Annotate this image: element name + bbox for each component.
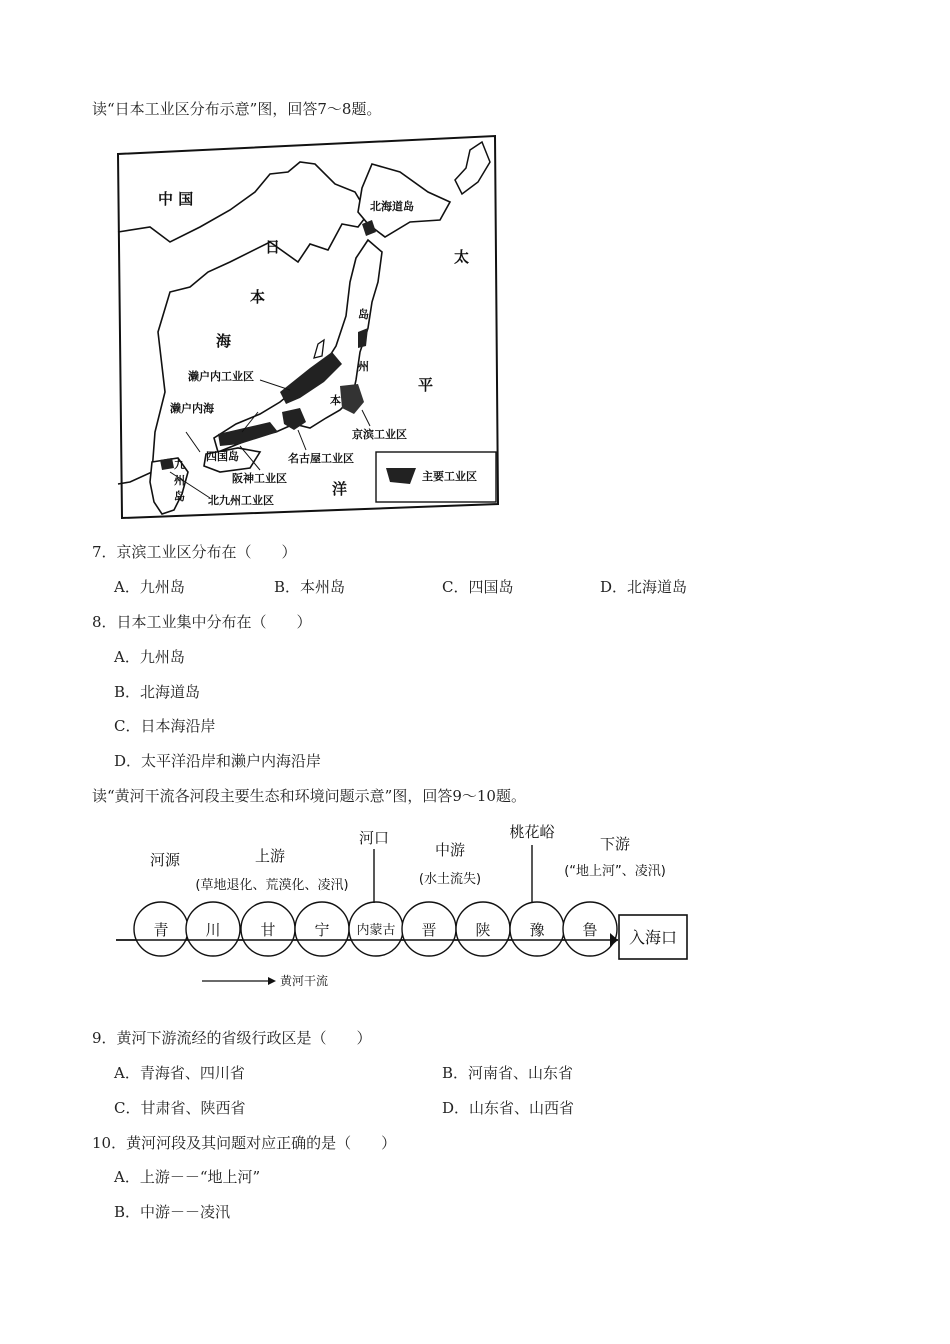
- intro-yellow-river: 读“黄河干流各河段主要生态和环境问题示意”图，回答9～10题。: [92, 787, 526, 805]
- q7-stem: 7．京滨工业区分布在（ ）: [92, 543, 297, 561]
- q9-stem: 9．黄河下游流经的省级行政区是（ ）: [92, 1029, 372, 1047]
- q10-stem: 10．黄河河段及其问题对应正确的是（ ）: [92, 1134, 397, 1152]
- label-pac-yang: 洋: [332, 480, 348, 498]
- label-source: 河源: [149, 851, 181, 869]
- q8-stem: 8．日本工业集中分布在（ ）: [92, 613, 312, 631]
- label-upper-issues: (草地退化、荒漠化、凌汛): [195, 878, 349, 893]
- label-honshu-dao: 岛: [358, 308, 369, 321]
- yellow-river-diagram: [110, 815, 700, 1000]
- province-gan: 甘: [260, 921, 276, 939]
- label-pac-tai: 太: [454, 248, 470, 266]
- q9-option-d[interactable]: D．山东省、山西省: [442, 1099, 575, 1117]
- label-lower: 下游: [599, 835, 631, 853]
- japan-industrial-map: [110, 132, 505, 524]
- label-setouchi-zone: 濑户内工业区: [188, 370, 254, 383]
- label-kitakyushu: 北九州工业区: [208, 494, 274, 507]
- label-middle-issues: (水土流失): [418, 872, 482, 887]
- label-china: 中 国: [158, 190, 194, 208]
- label-middle: 中游: [434, 841, 466, 859]
- label-kyushu-2: 州: [174, 474, 185, 487]
- q7-option-d[interactable]: D．北海道岛: [600, 578, 688, 596]
- q10-option-b[interactable]: B．中游－－凌汛: [114, 1203, 231, 1221]
- province-chuan: 川: [205, 921, 221, 939]
- label-legend: 主要工业区: [422, 470, 477, 483]
- label-honshu-ben: 本: [330, 394, 341, 407]
- label-pac-ping: 平: [418, 376, 434, 394]
- label-hokkaido: 北海道岛: [370, 200, 414, 213]
- q7-option-c[interactable]: C．四国岛: [442, 578, 514, 596]
- label-setouchi-sea: 濑户内海: [170, 402, 214, 415]
- province-ning: 宁: [314, 921, 330, 939]
- q7-option-a[interactable]: A．九州岛: [114, 578, 185, 596]
- q8-option-b[interactable]: B．北海道岛: [114, 683, 201, 701]
- label-lower-issues: (“地上河”、凌汛): [564, 864, 666, 879]
- province-neimenggu: 内蒙古: [356, 923, 396, 938]
- label-taohuayu: 桃花峪: [509, 823, 555, 841]
- label-sea-ben: 本: [250, 288, 266, 306]
- intro-japan: 读“日本工业区分布示意”图，回答7～8题。: [92, 100, 382, 118]
- label-shikoku: 四国岛: [206, 450, 239, 463]
- q9-option-c[interactable]: C．甘肃省、陕西省: [114, 1099, 246, 1117]
- label-sea-hai: 海: [216, 332, 232, 350]
- label-nagoya: 名古屋工业区: [288, 452, 354, 465]
- province-shaan: 陕: [475, 921, 491, 939]
- province-qing: 青: [153, 921, 169, 939]
- label-flow: 黄河干流: [280, 974, 329, 988]
- q7-option-b[interactable]: B．本州岛: [274, 578, 346, 596]
- label-estuary: 入海口: [628, 928, 678, 947]
- province-jin: 晋: [421, 921, 437, 939]
- label-hanshin: 阪神工业区: [232, 472, 287, 485]
- q9-option-a[interactable]: A．青海省、四川省: [114, 1064, 245, 1082]
- flow-arrow-head: [268, 977, 276, 985]
- q8-option-c[interactable]: C．日本海沿岸: [114, 717, 216, 735]
- kitakyushu-industry: [160, 458, 174, 470]
- province-lu: 鲁: [582, 921, 598, 939]
- label-sea-ri: 日: [265, 238, 281, 256]
- q8-option-a[interactable]: A．九州岛: [114, 648, 185, 666]
- label-keihin: 京滨工业区: [352, 428, 407, 441]
- label-upper: 上游: [254, 847, 286, 865]
- province-yu: 豫: [529, 921, 545, 939]
- q9-option-b[interactable]: B．河南省、山东省: [442, 1064, 574, 1082]
- q10-option-a[interactable]: A．上游－－“地上河”: [114, 1168, 261, 1186]
- label-kyushu-3: 岛: [174, 490, 185, 503]
- label-kyushu-1: 九: [174, 458, 185, 471]
- label-honshu-zhou: 州: [358, 360, 369, 373]
- label-hekou: 河口: [358, 829, 390, 847]
- q8-option-d[interactable]: D．太平洋沿岸和濑户内海沿岸: [114, 752, 322, 770]
